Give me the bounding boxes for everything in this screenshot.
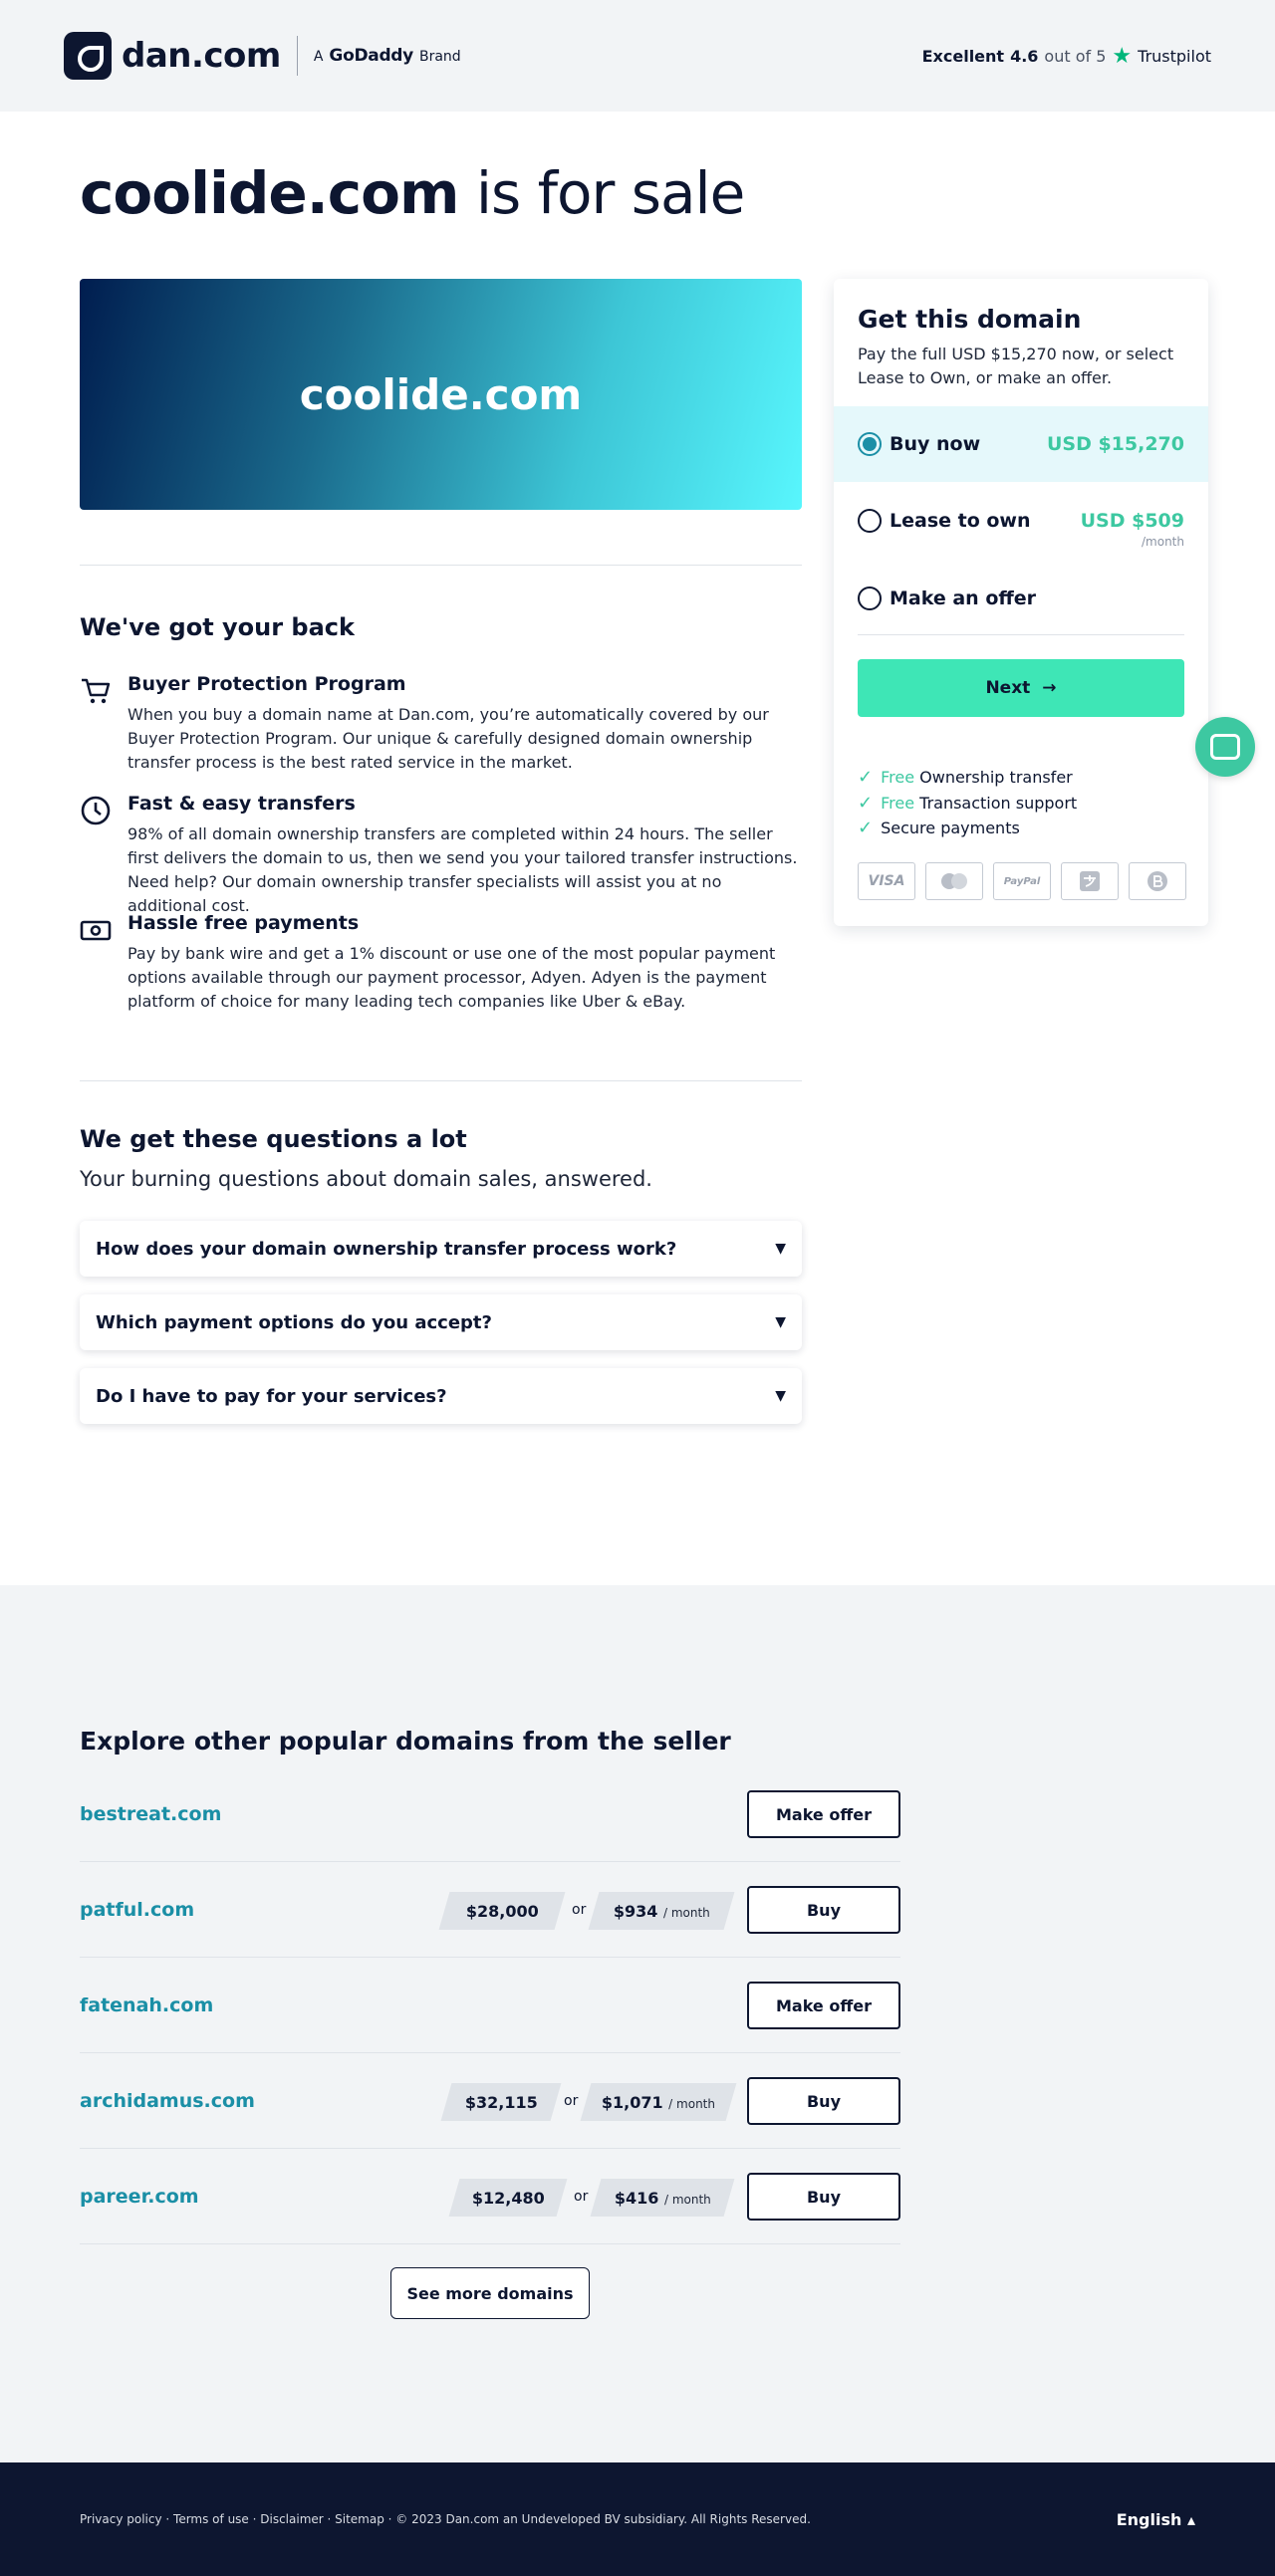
lease-chip [581,2083,737,2121]
domain-link[interactable]: bestreat.com [80,1803,222,1825]
domain-link[interactable]: pareer.com [80,2186,199,2208]
section-divider [80,565,802,566]
faq-subheading: Your burning questions about domain sales, answered. [80,1167,652,1191]
feature-text: When you buy a domain name at Dan.com, you’re automatically covered by our Buyer Protection Program. Our unique & carefully designed domain ownership transfer process is the best rated service in the market. [128,705,769,772]
domain-link[interactable]: fatenah.com [80,1994,214,2016]
domain-row [80,2149,900,2244]
dan-logo-icon [64,32,112,80]
trustpilot-rating[interactable] [922,44,1211,69]
feature-buyer-protection [80,673,802,775]
perk-secure-payments [858,818,1020,838]
chat-bubble-icon[interactable] [1195,717,1255,777]
godaddy-name: GoDaddy [329,46,413,66]
domain-row [80,1958,900,2053]
section-divider [80,1080,802,1081]
feature-text: Pay by bank wire and get a 1% discount or use one of the most popular payment options available through our payment processor, Adyen. Adyen is the payment platform of choice for many leading tech companies like Uber & eBay. [128,944,776,1011]
price-chip [449,2179,568,2217]
perk-text: Secure payments [881,819,1020,837]
per-month: / month [663,2192,711,2207]
lease-chip [591,2179,735,2217]
visa-text: VISA [868,873,905,889]
or-separator: or [564,2093,579,2109]
see-more-domains-button[interactable]: See more domains [390,2267,590,2319]
title-suffix: is for sale [475,159,745,227]
perk-transaction-support [858,793,1077,814]
option-label: Buy now [890,433,981,455]
check-icon: ✓ [858,818,874,838]
explore-section [0,1585,1275,2462]
chevron-down-icon: ▼ [775,1241,786,1257]
perk-free: Free [881,794,915,813]
option-label: Make an offer [890,587,1037,609]
option-label: Lease to own [890,510,1031,532]
panel-description: Pay the full USD $15,270 now, or select Lease to Own, or make an offer. [858,345,1174,387]
visa-icon [858,862,915,900]
language-label: English [1116,2509,1182,2529]
option-buy-now[interactable] [834,406,1208,482]
lease-price: $1,071 [601,2092,663,2112]
option-price: USD $15,270 [1046,433,1184,455]
faq-question: Which payment options do you accept? [96,1311,492,1333]
buy-button[interactable]: Buy [747,2077,900,2125]
check-icon: ✓ [858,793,874,814]
buy-button[interactable]: Buy [747,1886,900,1934]
domain-row [80,1766,900,1862]
buy-button[interactable]: Buy [747,2173,900,2221]
logo-text: dan.com [122,36,281,76]
godaddy-brand [314,46,461,66]
radio-buy-now[interactable] [858,432,882,456]
brand-divider [297,36,298,76]
domain-banner [80,279,802,510]
chevron-down-icon: ▼ [775,1388,786,1404]
feature-title: Buyer Protection Program [128,673,406,695]
mastercard-icon [925,862,983,900]
lease-chip [589,1892,735,1930]
rating-label: Excellent [921,46,1005,66]
price-chip [441,2083,562,2121]
language-selector[interactable] [1117,2510,1195,2529]
trustpilot-label: Trustpilot [1138,46,1211,66]
radio-make-offer[interactable] [858,586,882,610]
feature-fast-transfers [80,793,802,918]
faq-item[interactable] [80,1294,802,1350]
godaddy-prefix: A [313,49,324,65]
site-header [0,0,1275,112]
faq-question: How does your domain ownership transfer process work? [96,1238,677,1260]
price-chip [439,1892,566,1930]
next-button[interactable] [858,659,1184,717]
lease-price: $416 [614,2188,659,2208]
perk-text: Ownership transfer [919,768,1073,787]
page-title [80,159,744,227]
price: $12,480 [471,2188,545,2208]
caret-up-icon: ▴ [1186,2509,1195,2529]
faq-item[interactable] [80,1221,802,1277]
faq-heading: We get these questions a lot [80,1125,467,1153]
clock-icon [80,793,128,918]
option-make-offer[interactable] [834,561,1208,636]
domain-row [80,2053,900,2149]
explore-heading: Explore other popular domains from the seller [80,1727,731,1756]
panel-divider [858,634,1184,635]
brand[interactable] [64,32,461,80]
cart-icon [80,673,128,775]
rating-score: 4.6 [1010,46,1039,66]
paypal-icon [993,862,1051,900]
or-separator: or [574,2189,589,2205]
next-label: Next [985,678,1031,698]
option-price: USD $509 [1080,510,1184,532]
alipay-icon [1061,862,1119,900]
footer-links[interactable]: Privacy policy · Terms of use · Disclaimer · Sitemap · © 2023 Dan.com an Undeveloped BV subsidiary. All Rights Reserved. [80,2512,811,2526]
make-offer-button[interactable]: Make offer [747,1790,900,1838]
title-domain: coolide.com [80,159,459,227]
feature-title: Hassle free payments [128,912,360,934]
domain-link[interactable]: archidamus.com [80,2090,255,2112]
radio-lease-to-own[interactable] [858,509,882,533]
purchase-panel [834,279,1208,926]
feature-title: Fast & easy transfers [128,793,356,815]
perk-ownership-transfer [858,767,1073,788]
domain-row [80,1862,900,1958]
price: $28,000 [465,1901,539,1921]
site-footer [0,2462,1275,2576]
price: $32,115 [464,2092,538,2112]
bitcoin-icon [1129,862,1186,900]
option-lease-to-own[interactable] [834,483,1208,559]
perk-text: Transaction support [919,794,1078,813]
check-icon: ✓ [858,767,874,788]
perk-free: Free [881,768,915,787]
paypal-text: PayPal [1003,875,1041,887]
chevron-down-icon: ▼ [775,1314,786,1330]
domain-link[interactable]: patful.com [80,1899,195,1921]
arrow-right-icon: → [1042,678,1057,698]
panel-title: Get this domain [858,305,1082,334]
per-month: / month [668,2096,716,2111]
option-per-month: /month [1142,535,1184,549]
faq-item[interactable] [80,1368,802,1424]
or-separator: or [572,1902,587,1918]
money-icon [80,912,128,1014]
feature-hassle-free [80,912,802,1014]
make-offer-button[interactable]: Make offer [747,1982,900,2029]
protection-heading: We've got your back [80,613,355,641]
banner-domain: coolide.com [299,369,583,419]
lease-price: $934 [613,1901,658,1921]
feature-text: 98% of all domain ownership transfers are completed within 24 hours. The seller first delivers the domain to us, then we send you your tailored transfer instructions. Need help? Our domain ownership transfer specialists will assist you at no additional cost. [128,824,798,915]
rating-outof: out of 5 [1044,46,1107,66]
per-month: / month [662,1905,710,1920]
trustpilot-star-icon: ★ [1112,43,1133,69]
godaddy-suffix: Brand [418,49,461,65]
faq-question: Do I have to pay for your services? [96,1385,447,1407]
